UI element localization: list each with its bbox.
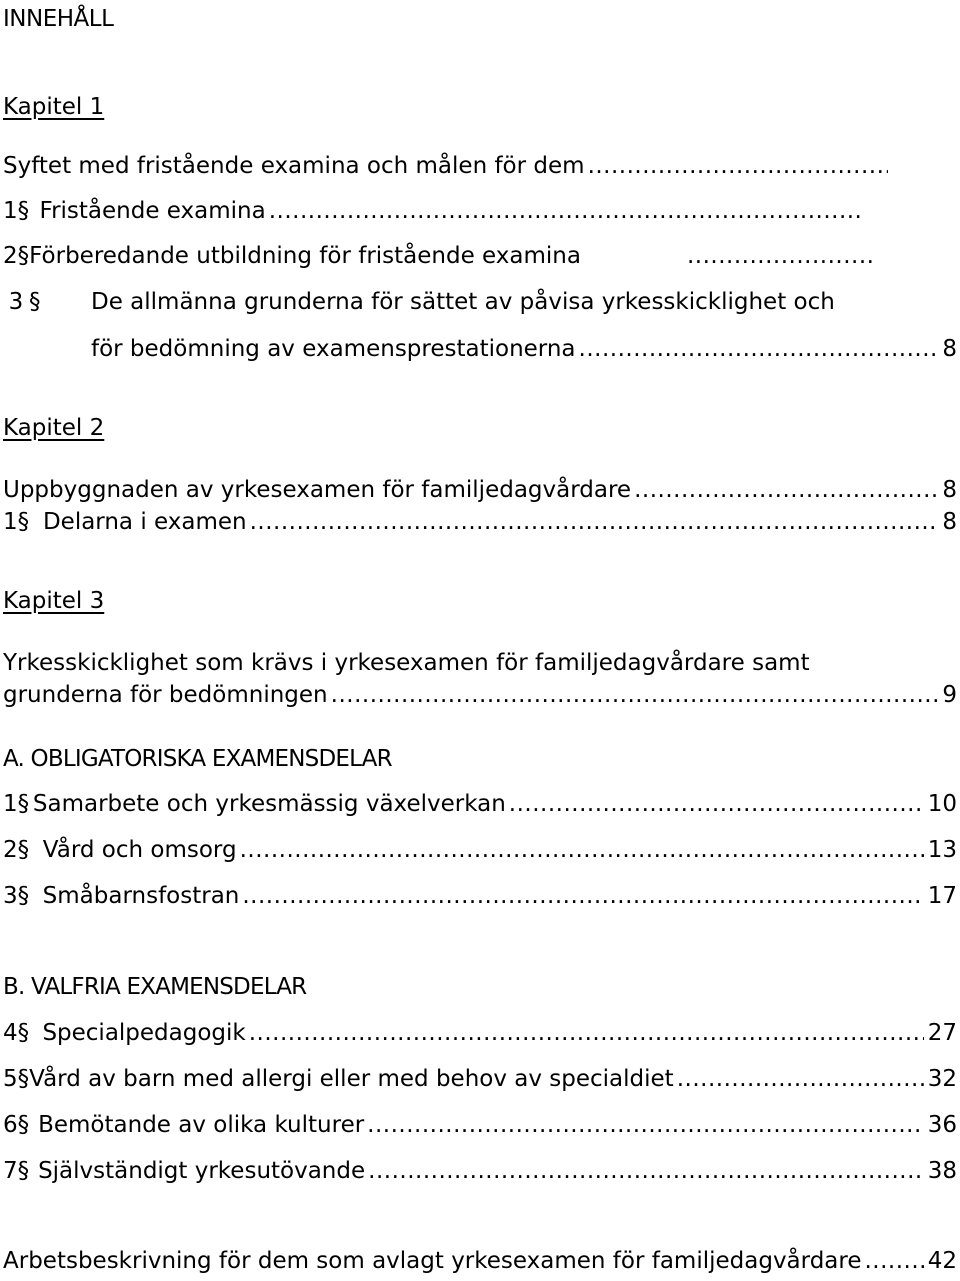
entry-text: Vård av barn med allergi eller med behov av specialdiet bbox=[29, 1066, 674, 1092]
section-sign: § bbox=[17, 883, 30, 909]
entry-text: Bemötande av olika kulturer bbox=[38, 1112, 365, 1138]
dot-leader bbox=[687, 239, 872, 273]
page-number: 9 bbox=[942, 682, 957, 708]
dot-leader-1-2-wrap bbox=[684, 239, 874, 273]
entry-number: 3 bbox=[3, 883, 18, 909]
dot-leader bbox=[250, 505, 939, 539]
toc-entry-b-7[interactable] bbox=[3, 1154, 957, 1188]
entry-number: 5 bbox=[3, 1066, 18, 1092]
entry-text: Självständigt yrkesutövande bbox=[38, 1158, 366, 1184]
dot-leader bbox=[865, 1244, 924, 1278]
section-b-title: B. VALFRIA EXAMENSDELAR bbox=[3, 974, 307, 1000]
entry-number: 1 bbox=[3, 509, 18, 535]
toc-entry-b-5[interactable] bbox=[3, 1062, 957, 1096]
entry-text: Syftet med fristående examina och målen för dem bbox=[3, 153, 585, 179]
toc-entry-a-3[interactable] bbox=[3, 879, 957, 913]
entry-text: Arbetsbeskrivning för dem som avlagt yrkesexamen för familjedagvårdare bbox=[3, 1248, 862, 1274]
chapter-3-heading[interactable]: Kapitel 3 bbox=[3, 588, 105, 614]
entry-text: Specialpedagogik bbox=[42, 1020, 246, 1046]
entry-text: Fristående examina bbox=[39, 198, 266, 224]
section-sign: § bbox=[17, 837, 30, 863]
section-sign: § bbox=[17, 1158, 30, 1184]
page-number: 10 bbox=[927, 791, 957, 817]
toc-entry-chapter-3-title-line2[interactable] bbox=[3, 678, 957, 712]
dot-leader bbox=[331, 678, 939, 712]
dot-leader bbox=[588, 149, 888, 183]
toc-entry-b-4[interactable] bbox=[3, 1016, 957, 1050]
entry-text: Småbarnsfostran bbox=[42, 883, 240, 909]
dot-leader bbox=[509, 787, 924, 821]
entry-number: 1 bbox=[3, 791, 18, 817]
page-number: 38 bbox=[927, 1158, 957, 1184]
entry-text: Uppbyggnaden av yrkesexamen för familjedagvårdare bbox=[3, 477, 632, 503]
entry-number: 2 bbox=[3, 243, 18, 269]
dot-leader bbox=[634, 473, 938, 507]
section-sign: § bbox=[17, 1112, 30, 1138]
entry-number: 1 bbox=[3, 198, 18, 224]
page-number: 13 bbox=[927, 837, 957, 863]
toc-entry-b-6[interactable] bbox=[3, 1108, 957, 1142]
page-number: 36 bbox=[927, 1112, 957, 1138]
entry-number: 3 bbox=[8, 289, 24, 315]
section-sign: § bbox=[17, 509, 30, 535]
dot-leader bbox=[368, 1154, 924, 1188]
toc-entry-1-2[interactable] bbox=[3, 239, 581, 273]
section-sign: § bbox=[17, 1020, 30, 1046]
chapter-1-heading[interactable]: Kapitel 1 bbox=[3, 94, 105, 120]
dot-leader bbox=[240, 833, 924, 867]
page-number: 32 bbox=[927, 1066, 957, 1092]
dot-leader bbox=[242, 879, 923, 913]
page-number: 42 bbox=[927, 1248, 957, 1274]
entry-number: 2 bbox=[3, 837, 18, 863]
dot-leader bbox=[269, 194, 864, 228]
entry-number: 6 bbox=[3, 1112, 18, 1138]
toc-entry-chapter-1-title[interactable] bbox=[3, 149, 890, 183]
toc-entry-chapter-2-title[interactable] bbox=[3, 473, 957, 507]
section-a-title: A. OBLIGATORISKA EXAMENSDELAR bbox=[3, 746, 392, 772]
entry-text: Delarna i examen bbox=[42, 509, 247, 535]
toc-entry-1-3-continued[interactable] bbox=[3, 332, 957, 366]
dot-leader bbox=[249, 1016, 924, 1050]
page-number: 8 bbox=[942, 336, 957, 362]
dot-leader bbox=[579, 332, 939, 366]
toc-entry-1-3[interactable] bbox=[3, 285, 957, 319]
chapter-2-heading[interactable]: Kapitel 2 bbox=[3, 415, 105, 441]
entry-text: för bedömning av examensprestationerna bbox=[91, 336, 576, 362]
toc-entry-a-2[interactable] bbox=[3, 833, 957, 867]
entry-text: De allmänna grunderna för sättet av påvisa yrkesskicklighet och bbox=[91, 289, 835, 315]
dot-leader bbox=[367, 1108, 924, 1142]
toc-entry-final[interactable] bbox=[3, 1244, 957, 1278]
entry-text: Samarbete och yrkesmässig växelverkan bbox=[32, 791, 506, 817]
section-sign: § bbox=[17, 198, 30, 224]
page-number: 17 bbox=[927, 883, 957, 909]
toc-title: INNEHÅLL bbox=[3, 6, 114, 32]
dot-leader bbox=[677, 1062, 924, 1096]
entry-number: 4 bbox=[3, 1020, 18, 1046]
entry-number: 7 bbox=[3, 1158, 18, 1184]
section-sign: § bbox=[17, 243, 30, 269]
section-sign: § bbox=[29, 289, 41, 315]
entry-text: Vård och omsorg bbox=[42, 837, 237, 863]
toc-entry-1-1[interactable] bbox=[3, 194, 866, 228]
page-number: 8 bbox=[942, 509, 957, 535]
section-sign: § bbox=[17, 791, 30, 817]
toc-entry-a-1[interactable] bbox=[3, 787, 957, 821]
page-number: 8 bbox=[942, 477, 957, 503]
entry-text: grunderna för bedömningen bbox=[3, 682, 328, 708]
entry-text: Förberedande utbildning för fristående examina bbox=[29, 243, 581, 269]
toc-entry-2-1[interactable] bbox=[3, 505, 957, 539]
page-number: 27 bbox=[927, 1020, 957, 1046]
section-sign: § bbox=[17, 1066, 30, 1092]
toc-entry-chapter-3-title-line1[interactable]: Yrkesskicklighet som krävs i yrkesexamen för familjedagvårdare samt bbox=[3, 650, 810, 676]
